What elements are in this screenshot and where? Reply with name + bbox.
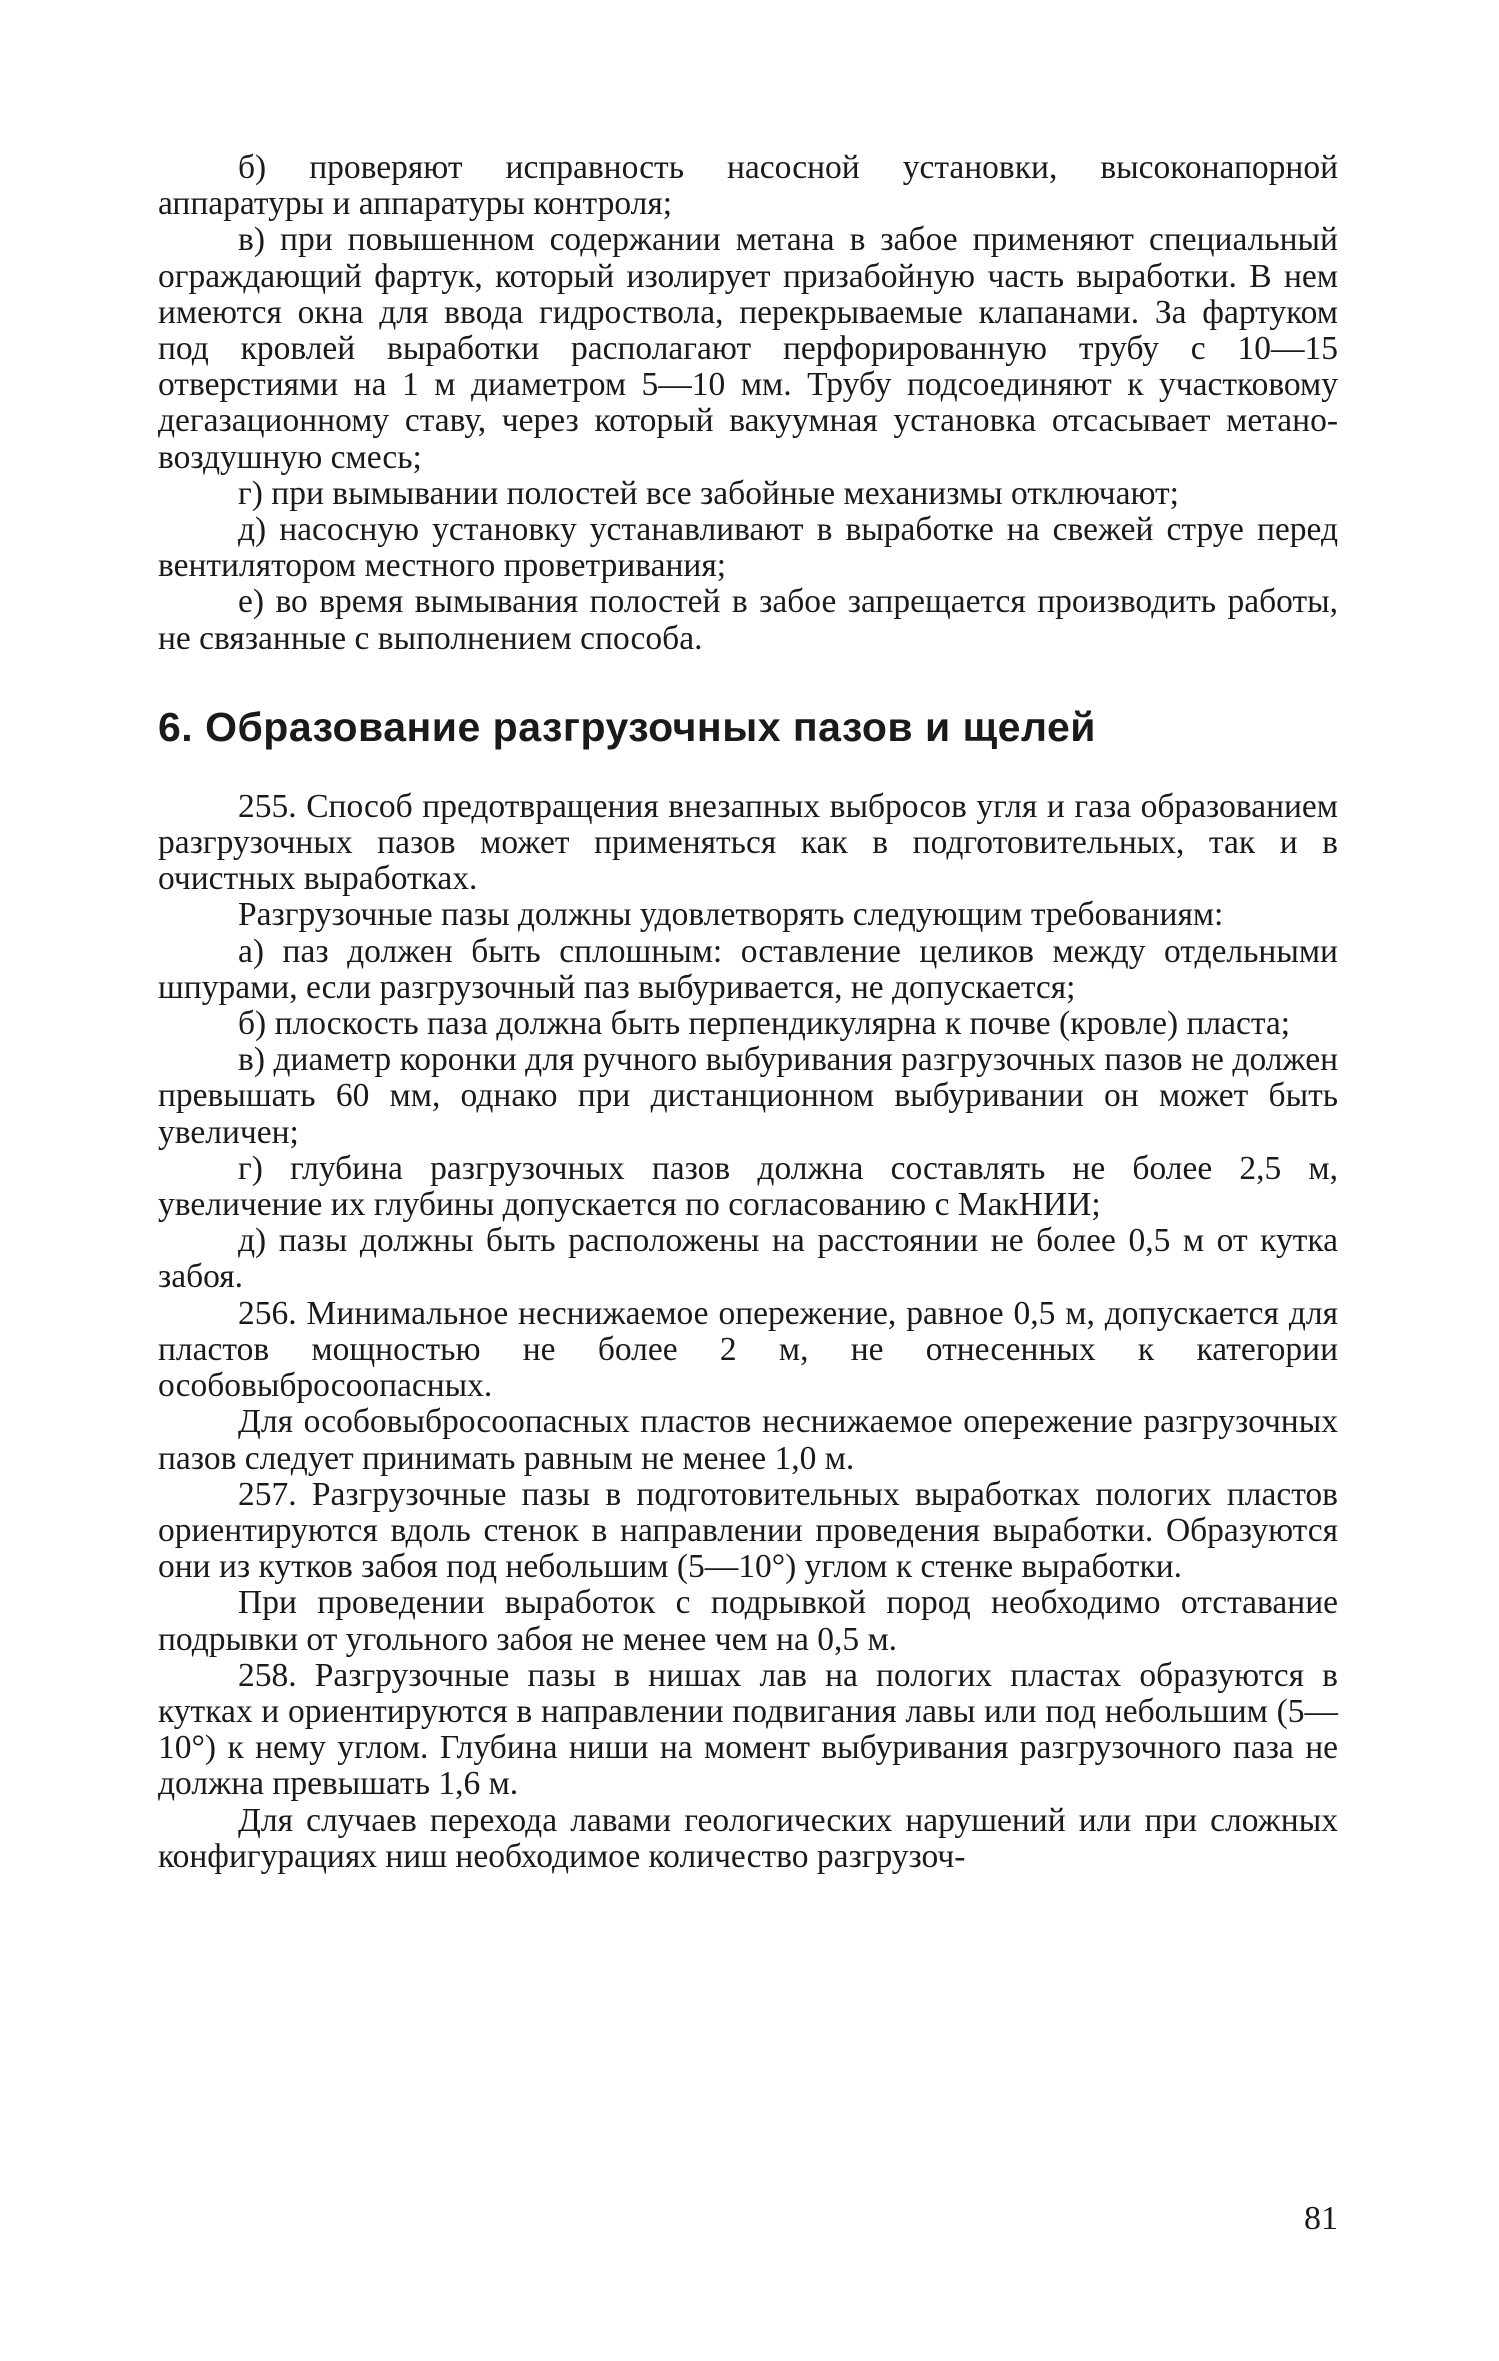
page-body [158,150,1338,1875]
paragraph: 257. Разгрузочные пазы в подготовительных выработках пологих пластов ориентируются вдоль стенок в направлении проведения выработки. Образуются они из кутков забоя под небольшим (5—10°) углом к стенке выработки. [158,1475,1338,1586]
paragraph: г) глубина разгрузочных пазов должна составлять не более 2,5 м, увеличение их глубины допускается по согласованию с МакНИИ; [158,1149,1338,1224]
paragraph: Для особовыбросоопасных пластов неснижаемое опережение разгрузочных пазов следует принимать равным не менее 1,0 м. [158,1403,1338,1477]
paragraph: в) диаметр коронки для ручного выбуривания разгрузочных пазов не должен превышать 60 мм, однако при дистанционном выбуривании он может быть увеличен; [158,1041,1338,1151]
paragraph: При проведении выработок с подрывкой пород необходимо отставание подрывки от угольного забоя не менее чем на 0,5 м. [158,1584,1338,1658]
paragraph: а) паз должен быть сплошным: оставление целиков между отдельными шпурами, если разгрузочный паз выбуривается, не допускается; [158,932,1338,1006]
paragraph: 255. Способ предотвращения внезапных выбросов угля и газа образованием разгрузочных пазов может применяться как в подготовительных, так и в очистных выработках. [158,787,1338,898]
paragraph: Разгрузочные пазы должны удовлетворять следующим требованиям: [238,896,1224,934]
paragraph: е) во время вымывания полостей в забое запрещается производить работы, не связанные с выполнением способа. [158,583,1338,657]
paragraph: б) проверяют исправность насосной установки, высоконапорной аппаратуры и аппаратуры контроля; [158,149,1338,223]
paragraph: 258. Разгрузочные пазы в нишах лав на пологих пластах образуются в кутках и ориентируются в направлении подвигания лавы или под небольшим (5—10°) к нему углом. Глубина ниши на момент выбуривания разгрузочного паза не должна превышать 1,6 м. [158,1656,1338,1803]
section-heading: 6. Образование разгрузочных пазов и щелей [158,703,1096,750]
paragraph: 256. Минимальное неснижаемое опережение, равное 0,5 м, допускается для пластов мощностью не более 2 м, не отнесенных к категории особовыбросоопасных. [158,1294,1338,1405]
paragraph: в) при повышенном содержании метана в забое применяют специальный ограждающий фартук, который изолирует призабойную часть выработки. В нем имеются окна для ввода гидроствола, перекрываемые клапанами. За фартуком под кровлей выработки располагают перфорированную трубу с 10—15 отверстиями на 1 м диаметром 5—10 мм. Трубу подсоединяют к участковому дегазационному ставу, через который вакуумная установка отсасывает метано-воздушную смесь; [158,221,1338,476]
paragraph: б) плоскость паза должна быть перпендикулярна к почве (кровле) пласта; [238,1005,1291,1043]
paragraph: д) насосную установку устанавливают в выработке на свежей струе перед вентилятором местного проветривания; [158,511,1338,585]
page-number: 81 [1304,2200,1338,2237]
paragraph: д) пазы должны быть расположены на расстоянии не более 0,5 м от кутка забоя. [158,1222,1338,1296]
paragraph: г) при вымывании полостей все забойные механизмы отключают; [238,474,1179,512]
paragraph: Для случаев перехода лавами геологических нарушений или при сложных конфигурациях ниш необходимое количество разгрузоч- [158,1801,1338,1875]
